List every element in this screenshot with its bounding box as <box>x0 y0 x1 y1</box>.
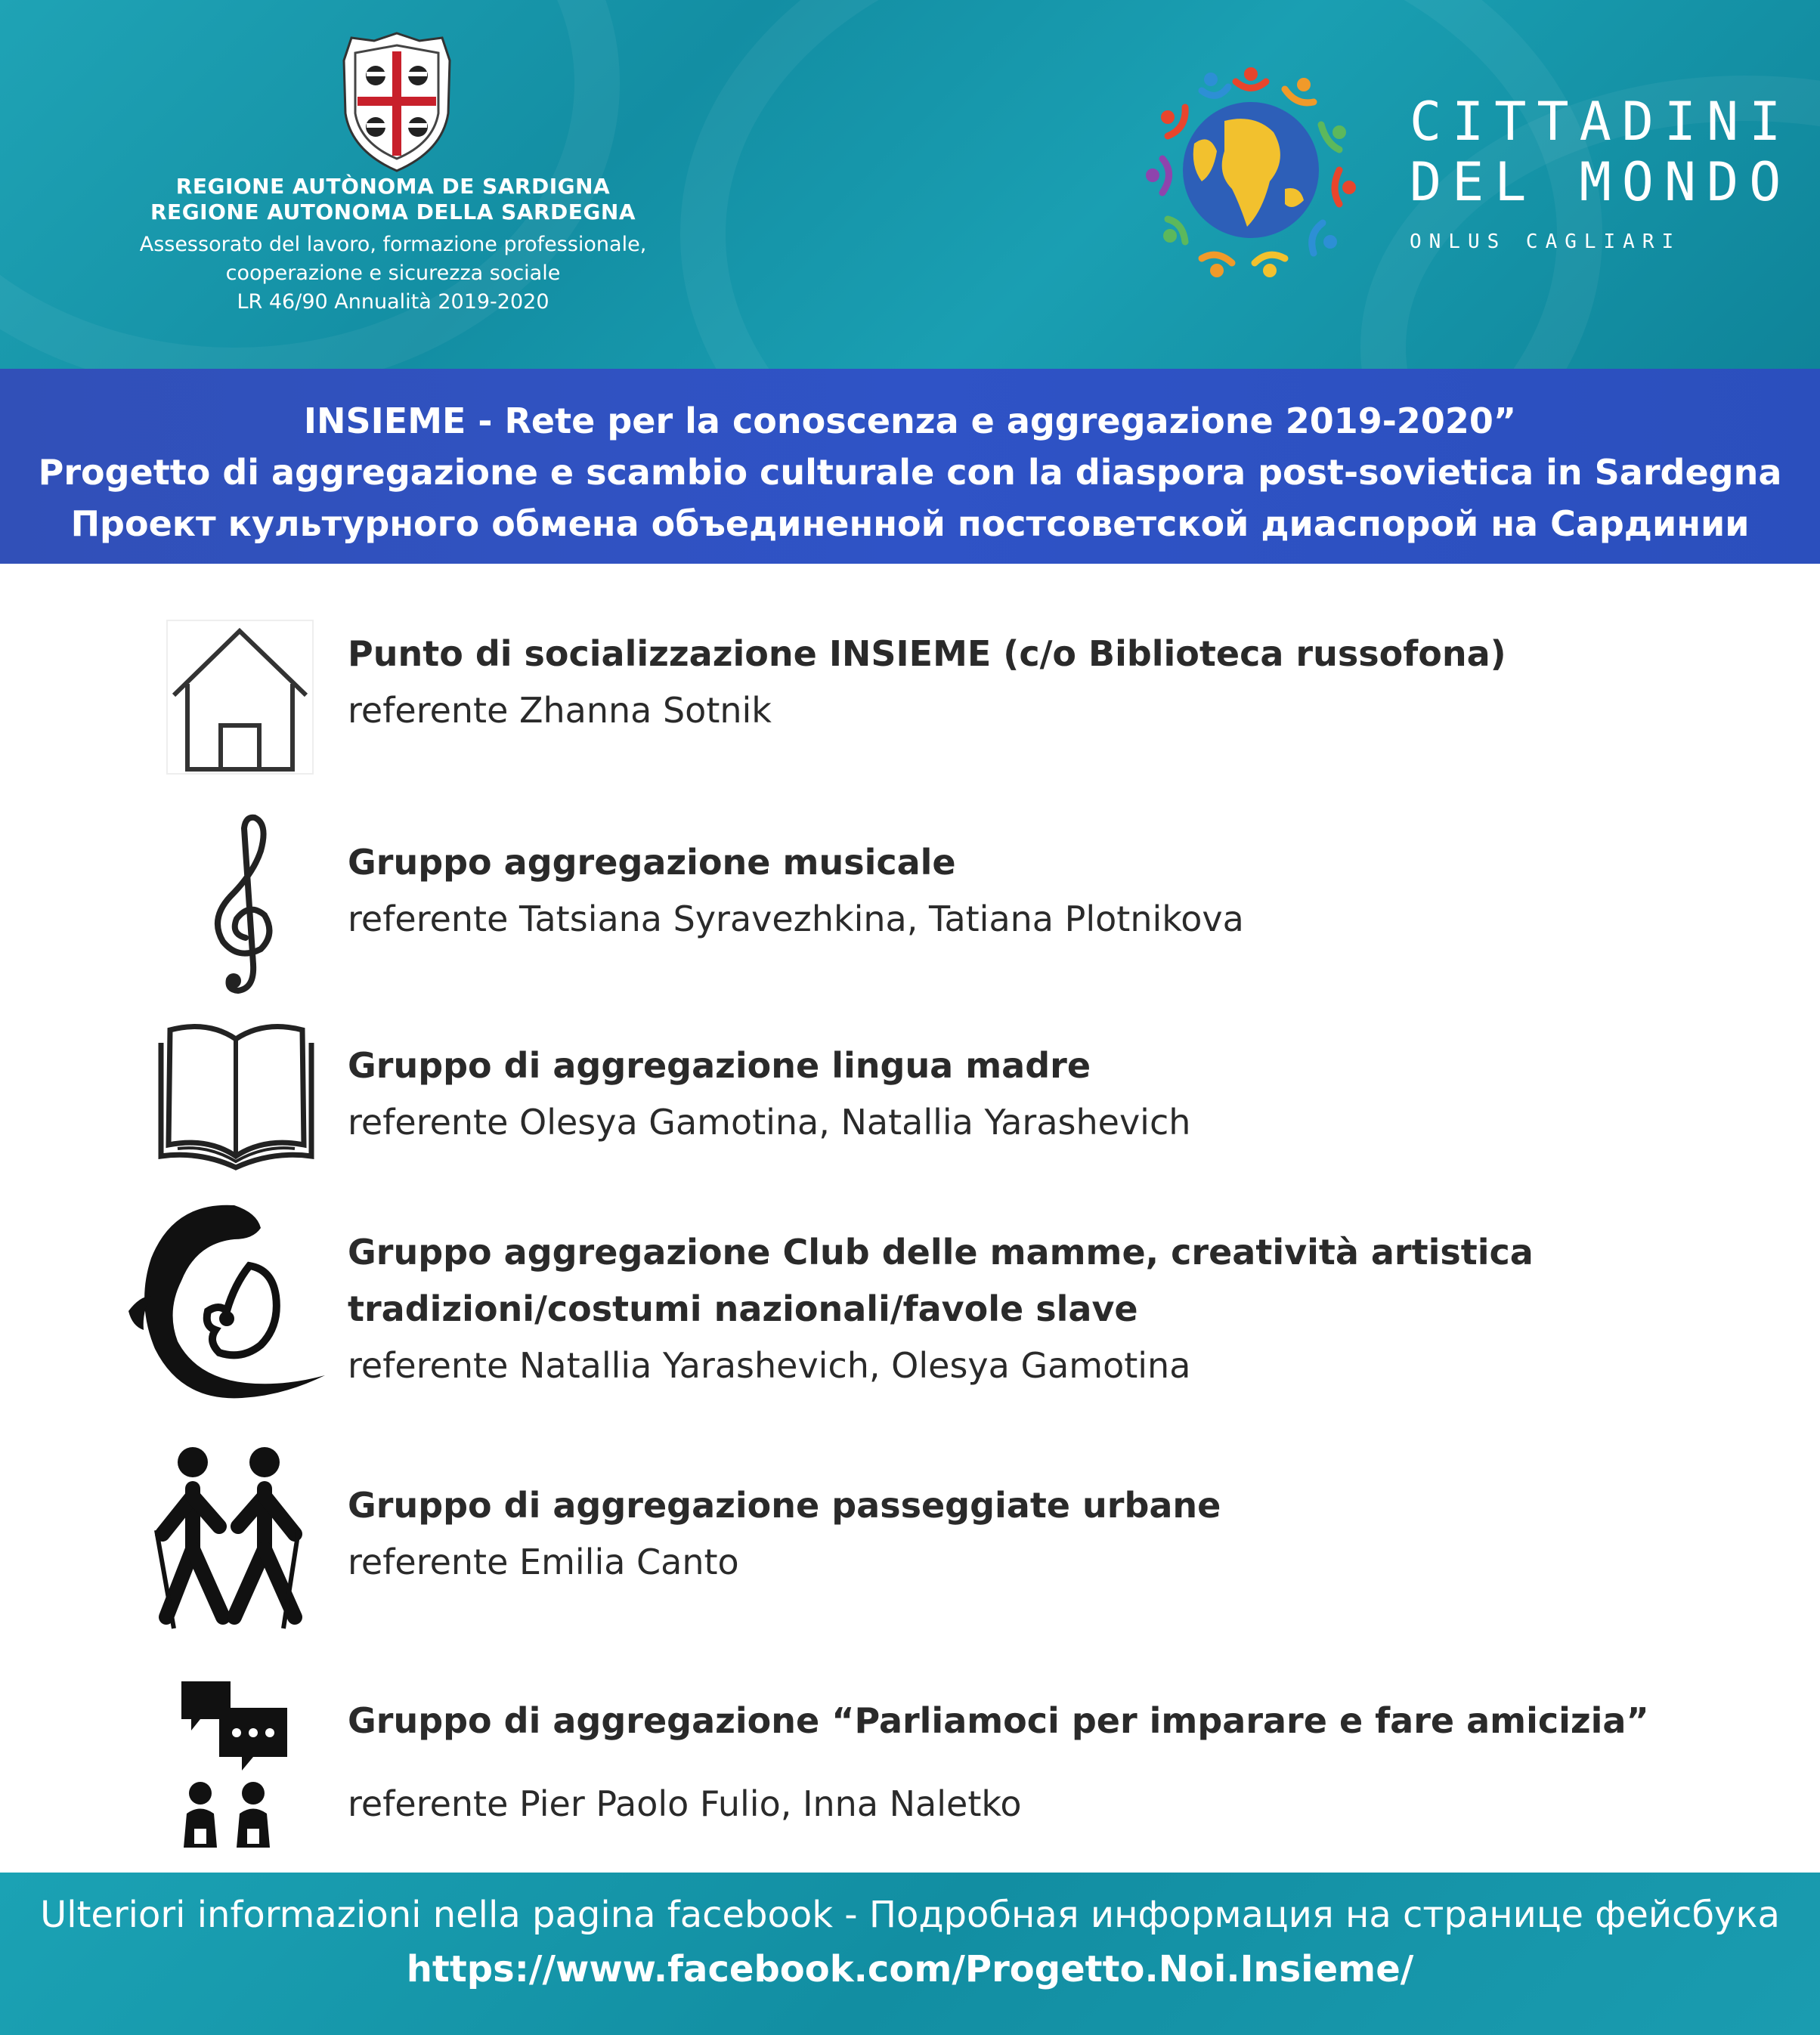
entry-referente: referente Pier Paolo Fulio, Inna Naletko <box>348 1783 1022 1824</box>
entry-title: Gruppo di aggregazione passeggiate urbane <box>348 1485 1221 1526</box>
project-title-band <box>0 369 1820 564</box>
project-title-line-1: INSIEME - Rete per la conoscenza e aggregazione 2019-2020” <box>303 401 1517 441</box>
entry-title: Gruppo aggregazione musicale <box>348 842 956 883</box>
entry-text <box>348 1477 1221 1591</box>
chat-people-icon <box>178 1674 291 1851</box>
entry-title: tradizioni/costumi nazionali/favole slave <box>348 1288 1138 1329</box>
assessorato-line: cooperazione e sicurezza sociale <box>225 261 561 285</box>
entry-title: Gruppo di aggregazione lingua madre <box>348 1045 1091 1086</box>
entry-referente: referente Olesya Gamotina, Natallia Yarashevich <box>348 1102 1191 1143</box>
project-title-line-3: Проект культурного обмена объединенной постсоветской диаспорой на Сардинии <box>70 503 1750 544</box>
list-item <box>0 1443 1820 1640</box>
entry-title: Punto di socializzazione INSIEME (c/o Biblioteca russofona) <box>348 633 1506 674</box>
entry-text <box>348 626 1506 739</box>
sardinia-crest-icon <box>336 30 457 174</box>
entry-title: Gruppo aggregazione Club delle mamme, creatività artistica <box>348 1232 1534 1273</box>
open-book-icon <box>155 1016 317 1171</box>
list-item <box>0 620 1820 778</box>
entry-referente: referente Tatsiana Syravezhkina, Tatiana Plotnikova <box>348 898 1244 939</box>
footer-banner <box>0 1873 1820 2035</box>
cdm-subtitle: ONLUS CAGLIARI <box>1410 230 1682 253</box>
project-title-line-2: Progetto di aggregazione e scambio culturale con la diaspora post-sovietica in Sardegna <box>38 452 1782 493</box>
hikers-icon <box>140 1443 314 1636</box>
list-item <box>0 1016 1820 1179</box>
entry-text <box>348 834 1244 948</box>
sardinia-region-logo <box>91 23 695 325</box>
assessorato-line: Assessorato del lavoro, formazione professionale, <box>139 233 647 256</box>
assessorato-line: LR 46/90 Annualità 2019-2020 <box>237 290 549 314</box>
mother-child-icon <box>121 1198 340 1417</box>
cdm-title-line-2: DEL MONDO <box>1410 151 1792 213</box>
entry-text <box>348 1693 1649 1832</box>
treble-clef-icon <box>200 813 287 1002</box>
list-item <box>0 1674 1820 1855</box>
footer-info-text: Ulteriori informazioni nella pagina facebook - Подробная информация на странице фейсбука <box>40 1894 1780 1936</box>
entry-referente: referente Zhanna Sotnik <box>348 690 772 731</box>
region-name-italian: REGIONE AUTONOMA DELLA SARDEGNA <box>150 199 636 224</box>
entry-referente: referente Natallia Yarashevich, Olesya Gamotina <box>348 1345 1191 1386</box>
entry-text <box>348 1224 1534 1394</box>
house-icon <box>166 620 314 775</box>
cittadini-del-mondo-logo <box>1141 53 1792 302</box>
entry-title: Gruppo di aggregazione “Parliamoci per imparare e fare amicizia” <box>348 1700 1649 1741</box>
globe-people-icon <box>1141 60 1360 280</box>
entry-text <box>348 1038 1190 1151</box>
header-banner <box>0 0 1820 369</box>
region-name-sardinian: REGIONE AUTÒNOMA DE SARDIGNA <box>175 174 611 199</box>
list-item <box>0 1198 1820 1424</box>
facebook-link[interactable]: https://www.facebook.com/Progetto.Noi.Insieme/ <box>406 1948 1414 1990</box>
assessorato-text <box>91 230 695 317</box>
list-item <box>0 809 1820 1005</box>
cdm-title-line-1: CITTADINI <box>1410 91 1792 153</box>
entry-referente: referente Emilia Canto <box>348 1542 739 1582</box>
